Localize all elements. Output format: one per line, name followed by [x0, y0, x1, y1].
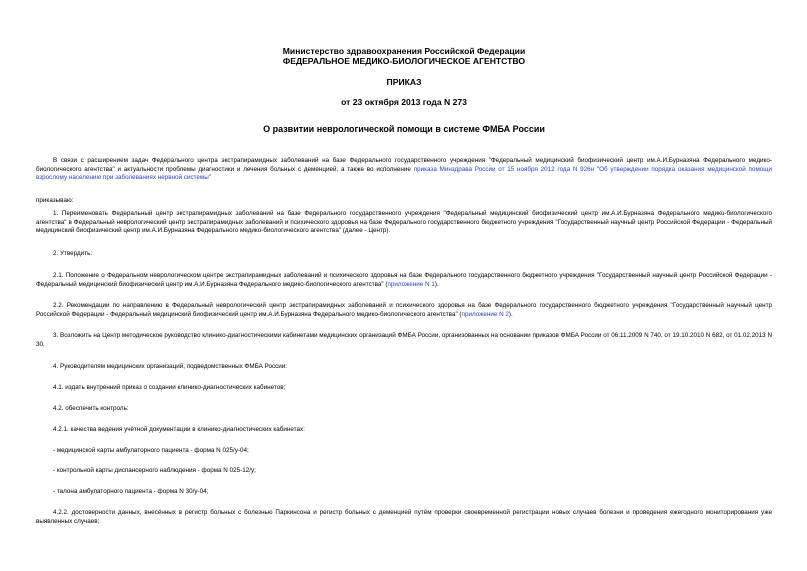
paragraph-2-1-text: 2.1. Положение о Федеральном неврологическом центре экстрапирамидных заболеваний и психического здоровья на базе Федерального государственного бюджетного учреждения "Государственный научный центр Российской Федерации - Федеральный медицинский биофизический центр им.А.И.Бурназяна Федерального медико-биологического агентства" ( [36, 272, 772, 288]
paragraph-1: 1. Переименовать Федеральный центр экстрапирамидных заболеваний на базе Федерального государственного учреждения "Федеральный медицинский биофизический центр им.А.И.Бурназяна Федерального медико-биологического агентства" в Федеральный неврологический центр экстрапирамидных заболеваний и психического здоровья на базе Федерального государственного бюджетного учреждения "Государственный научный центр Российской Федерации - Федеральный медицинский биофизический центр им.А.И.Бурназяна Федерального медико-биологического агентства" (далее - Центр). [36, 210, 772, 235]
paragraph-2: 2. Утвердить: [53, 250, 93, 257]
paragraph-2-1-end: ). [434, 280, 439, 288]
ministry-name: Министерство здравоохранения Российской Федерации [282, 46, 526, 56]
paragraph-4-1: 4.1. издать внутренний приказ о создании клинико-диагностических кабинетов; [53, 384, 286, 391]
appendix-2-link[interactable]: приложение N 2 [461, 310, 509, 318]
paragraph-2-2-text: 2.2. Рекомендации по направлению в Федеральный неврологический центр экстрапирамидных заболеваний и психического здоровья на базе Федерального государственного бюджетного учреждения "Государственный научный центр Российской Федерации - Федеральный медицинский биофизический центр им.А.И.Бурназяна Федерального медико-биологического агентства" ( [36, 302, 772, 318]
paragraph-3: 3. Возложить на Центр методическое руководство клинико-диагностическими кабинетами медицинских организаций ФМБА России, организованных на основании приказов ФМБА России от 06.11.2009 N 740, от 19.10.2010 N 682, от 01.02.2013 N 30. [36, 332, 772, 348]
intro-paragraph [36, 157, 772, 183]
intro-text: В связи с расширением задач Федерального центра экстрапирамидных заболеваний на базе Федерального государственного учреждения "Федеральный медицинский биофизический центр им.А.И.Бурназяна Федерального медико-биологического агентства" и актуальности проблемы диагностики и лечения больных с деменцией, а также во исполнение [36, 157, 772, 173]
paragraph-4-2: 4.2. обеспечить контроль: [53, 405, 129, 412]
orders-label: приказываю: [36, 197, 74, 204]
list-item-form-30: - талона амбулаторного пациента - форма N 30/у-04; [53, 488, 209, 495]
paragraph-2-2 [36, 302, 772, 319]
agency-name: ФЕДЕРАЛЬНОЕ МЕДИКО-БИОЛОГИЧЕСКОЕ АГЕНТСТВО [282, 56, 526, 66]
paragraph-4: 4. Руководителям медицинских организаций, подведомственных ФМБА России: [53, 363, 288, 370]
paragraph-2-2-end: ). [508, 310, 513, 318]
paragraph-4-2-2: 4.2.2. достоверности данных, внесённых в регистр больных с болезнью Паркинсона и регистр больных с деменцией путём проверки своевременной регистрации новых случаев болезни и проведения ежегодного мониторирования уже выявленных случаев; [36, 509, 772, 525]
document-type: ПРИКАЗ [386, 77, 422, 87]
list-item-form-025-12: - контрольной карты диспансерного наблюдения - форма N 025-12/у; [53, 467, 256, 474]
document-title: О развитии неврологической помощи в системе ФМБА России [263, 124, 545, 134]
appendix-1-link[interactable]: приложение N 1 [387, 280, 435, 288]
list-item-form-025: - медицинской карты амбулаторного пациента - форма N 025/у-04; [53, 447, 249, 454]
document-date: от 23 октября 2013 года N 273 [341, 97, 467, 107]
order-926n-link[interactable]: приказа Минздрава России от 15 ноября 2012 года N 926н "Об утверждении порядка оказания медицинской помощи взрослому населению при заболеваниях нервной системы" [36, 165, 772, 182]
paragraph-2-1 [36, 272, 772, 289]
paragraph-4-2-1: 4.2.1. качества ведения учётной документации в клинико-диагностических кабинетах: [53, 426, 305, 433]
